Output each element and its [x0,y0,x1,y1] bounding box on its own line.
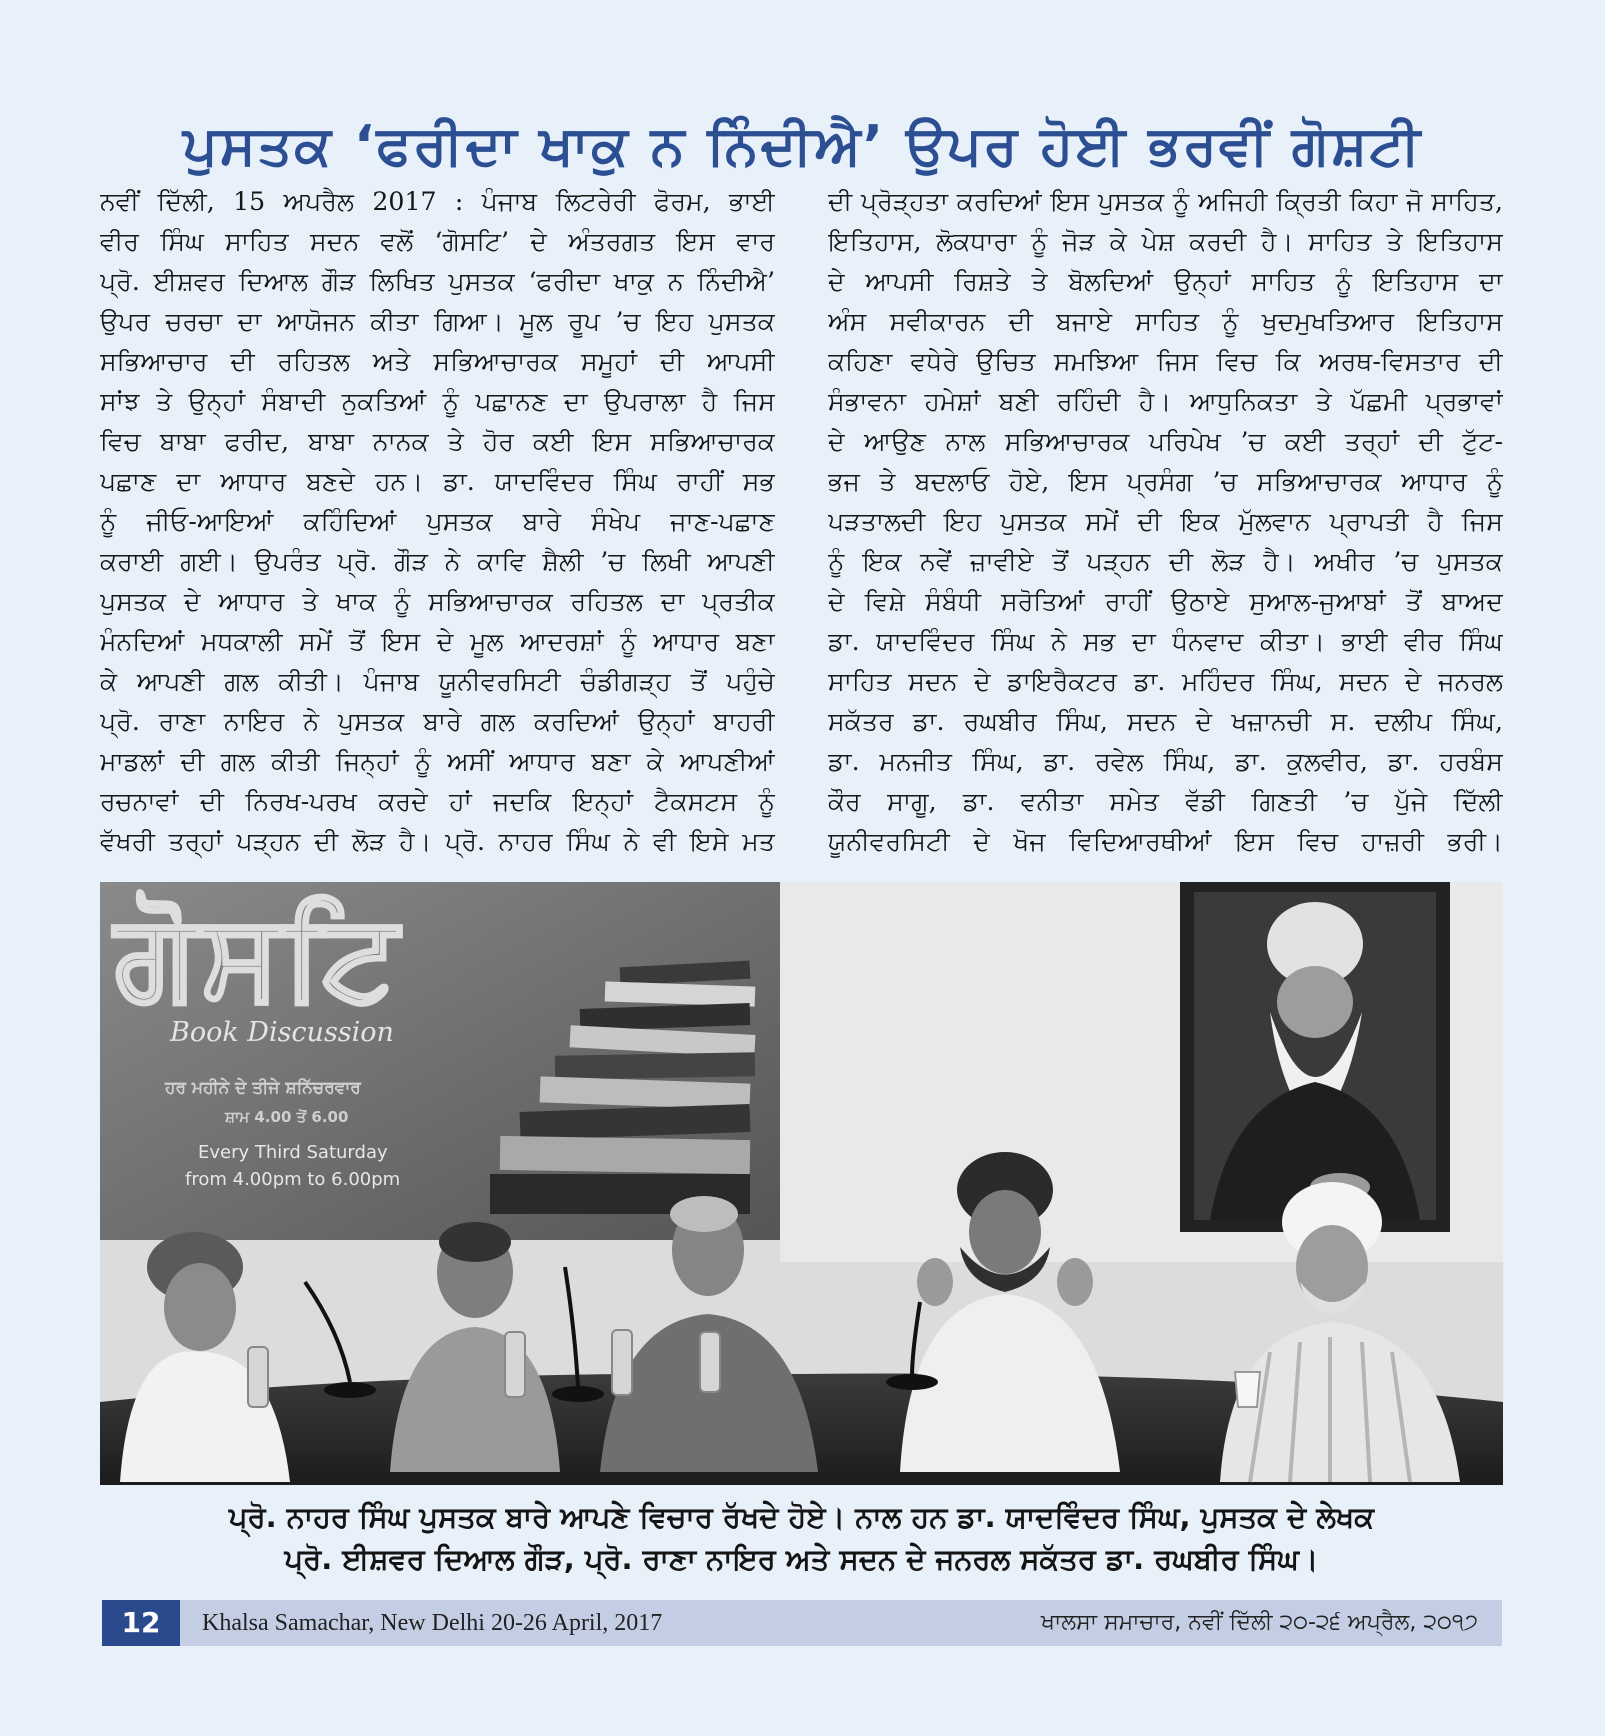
article-line: ਨਵੀਂ ਦਿੱਲੀ, 15 ਅਪਰੈਲ 2017 : ਪੰਜਾਬ ਲਿਟਰੇਰੀ ਫੋਰਮ, ਭਾਈ [100,187,775,216]
article-line: ਸਾਹਿਤ ਸਦਨ ਦੇ ਡਾਇਰੈਕਟਰ ਡਾ. ਮਹਿੰਦਰ ਸਿੰਘ, ਸਦਨ ਦੇ ਜਨਰਲ [828,667,1503,696]
article-line: ਇਤਿਹਾਸ, ਲੋਕਧਾਰਾ ਨੂੰ ਜੋੜ ਕੇ ਪੇਸ਼ ਕਰਦੀ ਹੈ। ਸਾਹਿਤ ਤੇ ਇਤਿਹਾਸ [828,227,1503,256]
article-line: ਦੇ ਆਪਸੀ ਰਿਸ਼ਤੇ ਤੇ ਬੋਲਦਿਆਂ ਉਨ੍ਹਾਂ ਸਾਹਿਤ ਨੂੰ ਇਤਿਹਾਸ ਦਾ [828,267,1503,296]
paper-cup [1235,1372,1260,1407]
banner-schedule-punjabi-1: ਹਰ ਮਹੀਨੇ ਦੇ ਤੀਜੇ ਸ਼ਨਿੱਚਰਵਾਰ [165,1078,361,1098]
article-line: ਪੜਤਾਲਦੀ ਇਹ ਪੁਸਤਕ ਸਮੇਂ ਦੀ ਇਕ ਮੁੱਲਵਾਨ ਪ੍ਰਾਪਤੀ ਹੈ ਜਿਸ [828,507,1503,536]
caption-line: ਪ੍ਰੋ. ਨਾਹਰ ਸਿੰਘ ਪੁਸਤਕ ਬਾਰੇ ਆਪਣੇ ਵਿਚਾਰ ਰੱਖਦੇ ਹੋਏ। ਨਾਲ ਹਨ ਡਾ. ਯਾਦਵਿੰਦਰ ਸਿੰਘ, ਪੁਸਤਕ ਦੇ ਲੇਖਕ [228,1500,1375,1534]
article-line: ਡਾ. ਮਨਜੀਤ ਸਿੰਘ, ਡਾ. ਰਵੇਲ ਸਿੰਘ, ਡਾ. ਕੁਲਵੀਰ, ਡਾ. ਹਰਬੰਸ [828,747,1503,776]
article-left-column [100,182,775,882]
article-line: ਵੀਰ ਸਿੰਘ ਸਾਹਿਤ ਸਦਨ ਵਲੋਂ ‘ਗੋਸਟਿ’ ਦੇ ਅੰਤਰਗਤ ਇਸ ਵਾਰ [100,227,775,256]
article-line: ਰਚਨਾਵਾਂ ਦੀ ਨਿਰਖ-ਪਰਖ ਕਰਦੇ ਹਾਂ ਜਦਕਿ ਇਨ੍ਹਾਂ ਟੈਕਸਟਸ ਨੂੰ [100,787,775,816]
article-line: ਸਭਿਆਚਾਰ ਦੀ ਰਹਿਤਲ ਅਤੇ ਸਭਿਆਚਾਰਕ ਸਮੂਹਾਂ ਦੀ ਆਪਸੀ [100,347,775,376]
article-line: ਕਹਿਣਾ ਵਧੇਰੇ ਉਚਿਤ ਸਮਝਿਆ ਜਿਸ ਵਿਚ ਕਿ ਅਰਥ-ਵਿਸਤਾਰ ਦੀ [828,347,1503,376]
article-line: ਦੀ ਪ੍ਰੋੜ੍ਹਤਾ ਕਰਦਿਆਂ ਇਸ ਪੁਸਤਕ ਨੂੰ ਅਜਿਹੀ ਕ੍ਰਿਤੀ ਕਿਹਾ ਜੋ ਸਾਹਿਤ, [828,187,1503,216]
article-line: ਨੂੰ ਇਕ ਨਵੇਂ ਜ਼ਾਵੀਏ ਤੋਂ ਪੜ੍ਹਨ ਦੀ ਲੋੜ ਹੈ। ਅਖੀਰ ’ਚ ਪੁਸਤਕ [828,547,1503,576]
article-right-column [828,182,1503,882]
page-number: 12 [102,1600,180,1646]
banner-schedule-english-1: Every Third Saturday [198,1142,388,1163]
article-line: ਪ੍ਰੋ. ਰਾਣਾ ਨਾਇਰ ਨੇ ਪੁਸਤਕ ਬਾਰੇ ਗਲ ਕਰਦਿਆਂ ਉਨ੍ਹਾਂ ਬਾਹਰੀ [100,707,775,736]
article-line: ਉਪਰ ਚਰਚਾ ਦਾ ਆਯੋਜਨ ਕੀਤਾ ਗਿਆ। ਮੂਲ ਰੂਪ ’ਚ ਇਹ ਪੁਸਤਕ [100,307,775,336]
article-line: ਵਿਚ ਬਾਬਾ ਫਰੀਦ, ਬਾਬਾ ਨਾਨਕ ਤੇ ਹੋਰ ਕਈ ਇਸ ਸਭਿਆਚਾਰਕ [100,427,775,456]
article-line: ਕੇ ਆਪਣੀ ਗਲ ਕੀਤੀ। ਪੰਜਾਬ ਯੂਨੀਵਰਸਿਟੀ ਚੰਡੀਗੜ੍ਹ ਤੋਂ ਪਹੁੰਚੇ [100,667,775,696]
article-line: ਨੂੰ ਜੀਓ-ਆਇਆਂ ਕਹਿੰਦਿਆਂ ਪੁਸਤਕ ਬਾਰੇ ਸੰਖੇਪ ਜਾਣ-ਪਛਾਣ [100,507,775,536]
article-line: ਮੰਨਦਿਆਂ ਮਧਕਾਲੀ ਸਮੇਂ ਤੋਂ ਇਸ ਦੇ ਮੂਲ ਆਦਰਸ਼ਾਂ ਨੂੰ ਆਧਾਰ ਬਣਾ [100,627,775,656]
framed-portrait [1180,882,1450,1232]
article-line: ਸਾਂਝ ਤੇ ਉਨ੍ਹਾਂ ਸੰਬਾਦੀ ਨੁਕਤਿਆਂ ਨੂੰ ਪਛਾਨਣ ਦਾ ਉਪਰਾਲਾ ਹੈ ਜਿਸ [100,387,775,416]
banner-subtitle: Book Discussion [170,1017,394,1048]
article-line: ਅੰਸ ਸਵੀਕਾਰਨ ਦੀ ਬਜਾਏ ਸਾਹਿਤ ਨੂੰ ਖੁਦਮੁਖਤਿਆਰ ਇਤਿਹਾਸ [828,307,1503,336]
banner-schedule-english-2: from 4.00pm to 6.00pm [185,1169,401,1190]
banner-title: ਗੋਸਟਿ [115,887,402,1025]
article-line: ਮਾਡਲਾਂ ਦੀ ਗਲ ਕੀਤੀ ਜਿਨ੍ਹਾਂ ਨੂੰ ਅਸੀਂ ਆਧਾਰ ਬਣਾ ਕੇ ਆਪਣੀਆਂ [100,747,775,776]
article-line: ਕੌਰ ਸਾਗੂ, ਡਾ. ਵਨੀਤਾ ਸਮੇਤ ਵੱਡੀ ਗਿਣਤੀ ’ਚ ਪੁੱਜੇ ਦਿੱਲੀ [828,787,1503,816]
article-line: ਪੁਸਤਕ ਦੇ ਆਧਾਰ ਤੇ ਖਾਕ ਨੂੰ ਸਭਿਆਚਾਰਕ ਰਹਿਤਲ ਦਾ ਪ੍ਰਤੀਕ [100,587,775,616]
page-footer [102,1600,1502,1646]
article-line: ਦੇ ਆਉਣ ਨਾਲ ਸਭਿਆਚਾਰਕ ਪਰਿਪੇਖ ’ਚ ਕਈ ਤਰ੍ਹਾਂ ਦੀ ਟੁੱਟ- [828,427,1503,456]
article-line: ਦੇ ਵਿਸ਼ੇ ਸੰਬੰਧੀ ਸਰੋਤਿਆਂ ਰਾਹੀਂ ਉਠਾਏ ਸੁਆਲ-ਜੁਆਬਾਂ ਤੋਂ ਬਾਅਦ [828,587,1503,616]
footer-publication-punjabi: ਖਾਲਸਾ ਸਮਾਚਾਰ, ਨਵੀਂ ਦਿੱਲੀ ੨੦-੨੬ ਅਪ੍ਰੈਲ, ੨੦੧੭ [1041,1610,1478,1635]
article-line: ਪ੍ਰੋ. ਈਸ਼ਵਰ ਦਿਆਲ ਗੌੜ ਲਿਖਿਤ ਪੁਸਤਕ ‘ਫਰੀਦਾ ਖਾਕੁ ਨ ਨਿੰਦੀਐ’ [100,267,775,296]
article-line: ਵੱਖਰੀ ਤਰ੍ਹਾਂ ਪੜ੍ਹਨ ਦੀ ਲੋੜ ਹੈ। ਪ੍ਰੋ. ਨਾਹਰ ਸਿੰਘ ਨੇ ਵੀ ਇਸੇ ਮਤ [100,827,775,856]
article-line: ਸੰਭਾਵਨਾ ਹਮੇਸ਼ਾਂ ਬਣੀ ਰਹਿੰਦੀ ਹੈ। ਆਧੁਨਿਕਤਾ ਤੇ ਪੱਛਮੀ ਪ੍ਰਭਾਵਾਂ [828,387,1503,416]
article-line: ਯੂਨੀਵਰਸਿਟੀ ਦੇ ਖੋਜ ਵਿਦਿਆਰਥੀਆਂ ਇਸ ਵਿਚ ਹਾਜ਼ਰੀ ਭਰੀ। [828,827,1503,856]
banner-schedule-punjabi-2: ਸ਼ਾਮ 4.00 ਤੋਂ 6.00 [225,1108,349,1126]
article-line: ਪਛਾਣ ਦਾ ਆਧਾਰ ਬਣਦੇ ਹਨ। ਡਾ. ਯਾਦਵਿੰਦਰ ਸਿੰਘ ਰਾਹੀਂ ਸਭ [100,467,775,496]
caption-line: ਪ੍ਰੋ. ਈਸ਼ਵਰ ਦਿਆਲ ਗੌੜ, ਪ੍ਰੋ. ਰਾਣਾ ਨਾਇਰ ਅਤੇ ਸਦਨ ਦੇ ਜਨਰਲ ਸਕੱਤਰ ਡਾ. ਰਘਬੀਰ ਸਿੰਘ। [284,1542,1319,1576]
photo-caption [100,1496,1503,1580]
article-line: ਡਾ. ਯਾਦਵਿੰਦਰ ਸਿੰਘ ਨੇ ਸਭ ਦਾ ਧੰਨਵਾਦ ਕੀਤਾ। ਭਾਈ ਵੀਰ ਸਿੰਘ [828,627,1503,656]
article-line: ਕਰਾਈ ਗਈ। ਉਪਰੰਤ ਪ੍ਰੋ. ਗੌੜ ਨੇ ਕਾਵਿ ਸ਼ੈਲੀ ’ਚ ਲਿਖੀ ਆਪਣੀ [100,547,775,576]
article-line: ਭਜ ਤੇ ਬਦਲਾਓ ਹੋਏ, ਇਸ ਪ੍ਰਸੰਗ ’ਚ ਸਭਿਆਚਾਰਕ ਆਧਾਰ ਨੂੰ [828,467,1503,496]
headline: ਪੁਸਤਕ ‘ਫਰੀਦਾ ਖਾਕੁ ਨ ਨਿੰਦੀਐ’ ਉਪਰ ਹੋਈ ਭਰਵੀਂ ਗੋਸ਼ਟੀ [182,114,1423,178]
article-line: ਸਕੱਤਰ ਡਾ. ਰਘਬੀਰ ਸਿੰਘ, ਸਦਨ ਦੇ ਖਜ਼ਾਨਚੀ ਸ. ਦਲੀਪ ਸਿੰਘ, [828,707,1503,736]
footer-publication-english: Khalsa Samachar, New Delhi 20-26 April, 2017 [202,1610,663,1636]
event-photo [100,882,1503,1485]
